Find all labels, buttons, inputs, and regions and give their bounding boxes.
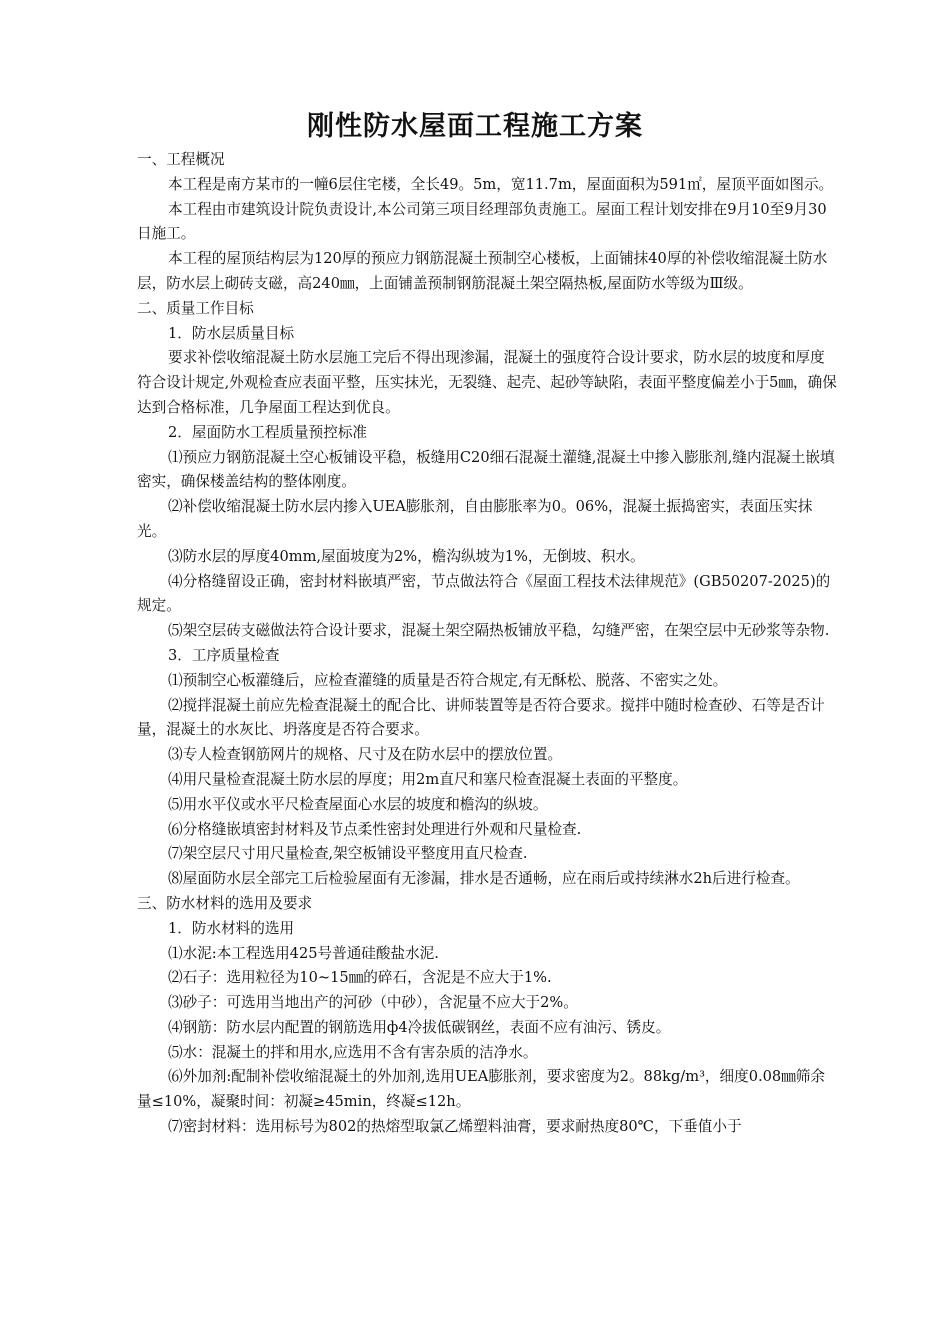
paragraph: 3．工序质量检查 (168, 646, 280, 664)
paragraph: ⑷钢筋：防水层内配置的钢筋选用ф4冷拔低碳钢丝，表面不应有油污、锈皮。 (168, 1018, 671, 1036)
section-heading: 二、质量工作目标 (137, 299, 254, 317)
paragraph: ⑸架空层砖支磁做法符合设计要求，混凝土架空隔热板铺放平稳，勾缝严密，在架空层中无砂浆等杂物. (168, 622, 830, 640)
document-body (137, 148, 837, 1140)
section-heading: 三、防水材料的选用及要求 (137, 894, 313, 912)
paragraph: ⑶专人检查钢筋网片的规格、尺寸及在防水层中的摆放位置。 (168, 746, 563, 764)
paragraph: 1．防水层质量目标 (168, 324, 295, 342)
paragraph: ⑶防水层的厚度40mm,屋面坡度为2%，檐沟纵坡为1%，无倒坡、积水。 (168, 547, 645, 565)
section-heading: 一、工程概况 (137, 151, 225, 168)
paragraph: ⑸用水平仪或水平尺检查屋面心水层的坡度和檐沟的纵坡。 (168, 795, 548, 813)
paragraph: ⑸水：混凝土的拌和用水,应选用不含有害杂质的洁净水。 (168, 1043, 538, 1061)
paragraph: ⑴预制空心板灌缝后，应检查灌缝的质量是否符合规定,有无酥松、脱落、不密实之处。 (168, 671, 728, 689)
paragraph: 本工程的屋顶结构层为120厚的预应力钢筋混凝土预制空心楼板，上面铺抹40厚的补偿收缩混凝土防水层，防水层上砌砖支磁，高240㎜，上面铺盖预制钢筋混凝土架空隔热板,屋面防水等级为Ⅲ级。 (137, 250, 828, 292)
paragraph: 本工程由市建筑设计院负责设计,本公司第三项目经理部负责施工。屋面工程计划安排在9月10至9月30日施工。 (137, 200, 827, 243)
paragraph: ⑵石子：选用粒径为10~15㎜的碎石，含泥是不应大于1%. (168, 969, 552, 987)
paragraph: ⑹分格缝嵌填密封材料及节点柔性密封处理进行外观和尺量检查. (168, 820, 582, 838)
paragraph: 2．屋面防水工程质量预控标准 (168, 423, 368, 441)
paragraph: ⑺架空层尺寸用尺量检查,架空板铺设平整度用直尺检查. (168, 845, 528, 863)
paragraph: 本工程是南方某市的一幢6层住宅楼，全长49。5m，宽11.7m，屋面面积为591㎡，屋顶平面如图示。 (168, 175, 834, 193)
paragraph: ⑴水泥:本工程选用425号普通硅酸盐水泥. (168, 944, 439, 962)
paragraph: ⑵搅拌混凝土前应先检查混凝土的配合比、讲师装置等是否符合要求。搅拌中随时检查砂、石等是否计量，混凝土的水灰比、坍落度是否符合要求。 (137, 696, 825, 739)
document-title: 刚性防水屋面工程施工方案 (307, 111, 643, 142)
paragraph: ⑺密封材料：选用标号为802的热熔型取氯乙烯塑料油膏，要求耐热度80℃，下垂值小于 (168, 1118, 742, 1136)
paragraph: 要求补偿收缩混凝土防水层施工完后不得出现渗漏，混凝土的强度符合设计要求，防水层的坡度和厚度符合设计规定,外观检查应表面平整，压实抹光，无裂缝、起壳、起砂等缺陷，表面平整度偏差小于5㎜，确保达到合格标准，几争屋面工程达到优良。 (137, 349, 837, 416)
paragraph: ⑵补偿收缩混凝土防水层内掺入UEA膨胀剂，自由膨胀率为0。06%，混凝土振捣密实，表面压实抹光。 (137, 498, 813, 540)
paragraph: ⑷用尺量检查混凝土防水层的厚度；用2m直尺和塞尺检查混凝土表面的平整度。 (168, 770, 688, 788)
paragraph: ⑷分格缝留设正确，密封材料嵌填严密，节点做法符合《屋面工程技术法律规范》(GB50207-2025)的规定。 (137, 572, 831, 615)
paragraph: ⑶砂子：可选用当地出产的河砂（中砂），含泥量不应大于2%。 (168, 994, 578, 1012)
paragraph: 1．防水材料的选用 (168, 919, 295, 937)
paragraph: ⑻屋面防水层全部完工后检验屋面有无渗漏，排水是否通畅，应在雨后或持续淋水2h后进行检查。 (168, 870, 800, 888)
paragraph: ⑴预应力钢筋混凝土空心板铺设平稳，板缝用C20细石混凝土灌缝,混凝土中掺入膨胀剂,缝内混凝土嵌填密实，确保楼盖结构的整体刚度。 (137, 448, 835, 491)
paragraph: ⑹外加剂:配制补偿收缩混凝土的外加剂,选用UEA膨胀剂，要求密度为2。88kg/m³，细度0.08㎜筛余量≤10%，凝聚时间：初凝≥45min，终凝≤12h。 (137, 1068, 825, 1111)
